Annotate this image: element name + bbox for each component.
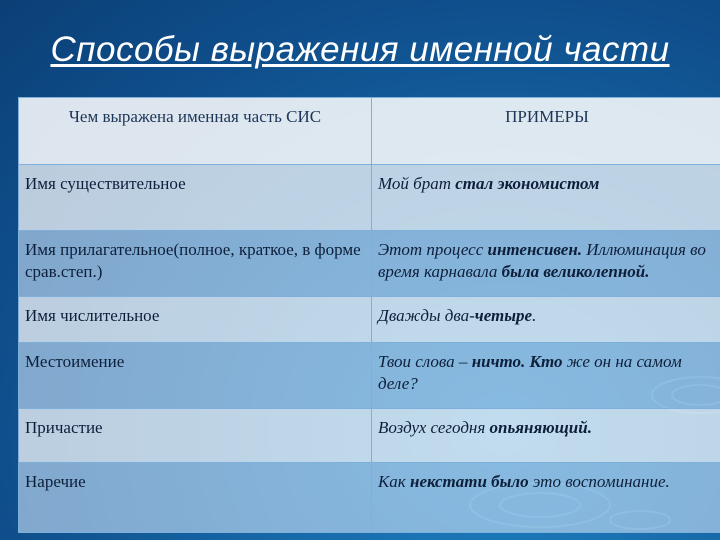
table-header-row	[19, 98, 720, 165]
table-row	[19, 409, 720, 463]
table-row	[19, 231, 720, 297]
table-row	[19, 165, 720, 231]
table-row	[19, 343, 720, 409]
row-type-cell: Местоимение	[19, 343, 372, 409]
example-fragment: .	[532, 306, 537, 325]
example-fragment: Твои слова –	[378, 352, 472, 371]
table-row	[19, 297, 720, 343]
row-type-cell: Имя существительное	[19, 165, 372, 231]
row-type-cell: Имя прилагательное(полное, краткое, в форме срав.степ.)	[19, 231, 372, 297]
example-fragment: Иллюминация во время карнавала	[378, 240, 706, 281]
row-example-cell	[372, 297, 720, 343]
row-type-cell: Наречие	[19, 463, 372, 533]
row-example-cell	[372, 231, 720, 297]
example-bold-fragment: опьяняющий.	[489, 418, 592, 437]
example-bold-fragment: стал экономистом	[455, 174, 600, 193]
row-example-cell	[372, 165, 720, 231]
example-bold-fragment: некстати было	[410, 472, 529, 491]
example-fragment: Мой брат	[378, 174, 456, 193]
example-fragment: Дважды два-	[378, 306, 475, 325]
page-title: Способы выражения именной части	[50, 30, 670, 69]
example-bold-fragment: ничто. Кто	[471, 352, 563, 371]
row-example-cell	[372, 463, 720, 533]
header-cell-examples: ПРИМЕРЫ	[372, 98, 720, 165]
expression-table	[18, 97, 720, 533]
row-type-cell: Причастие	[19, 409, 372, 463]
example-fragment: Воздух сегодня	[378, 418, 490, 437]
row-type-cell: Имя числительное	[19, 297, 372, 343]
example-bold-fragment: четыре	[474, 306, 533, 325]
example-fragment: Как	[378, 472, 410, 491]
example-bold-fragment: интенсивен.	[487, 240, 583, 259]
example-fragment: Этот процесс	[378, 240, 488, 259]
header-cell-expressed-by: Чем выражена именная часть СИС	[19, 98, 372, 165]
table-row	[19, 463, 720, 533]
row-example-cell	[372, 409, 720, 463]
expression-table-container	[18, 97, 720, 533]
row-example-cell	[372, 343, 720, 409]
example-bold-fragment: была великолепной.	[501, 262, 650, 281]
example-fragment: же он на самом деле?	[378, 352, 682, 393]
example-fragment: это воспоминание.	[528, 472, 670, 491]
